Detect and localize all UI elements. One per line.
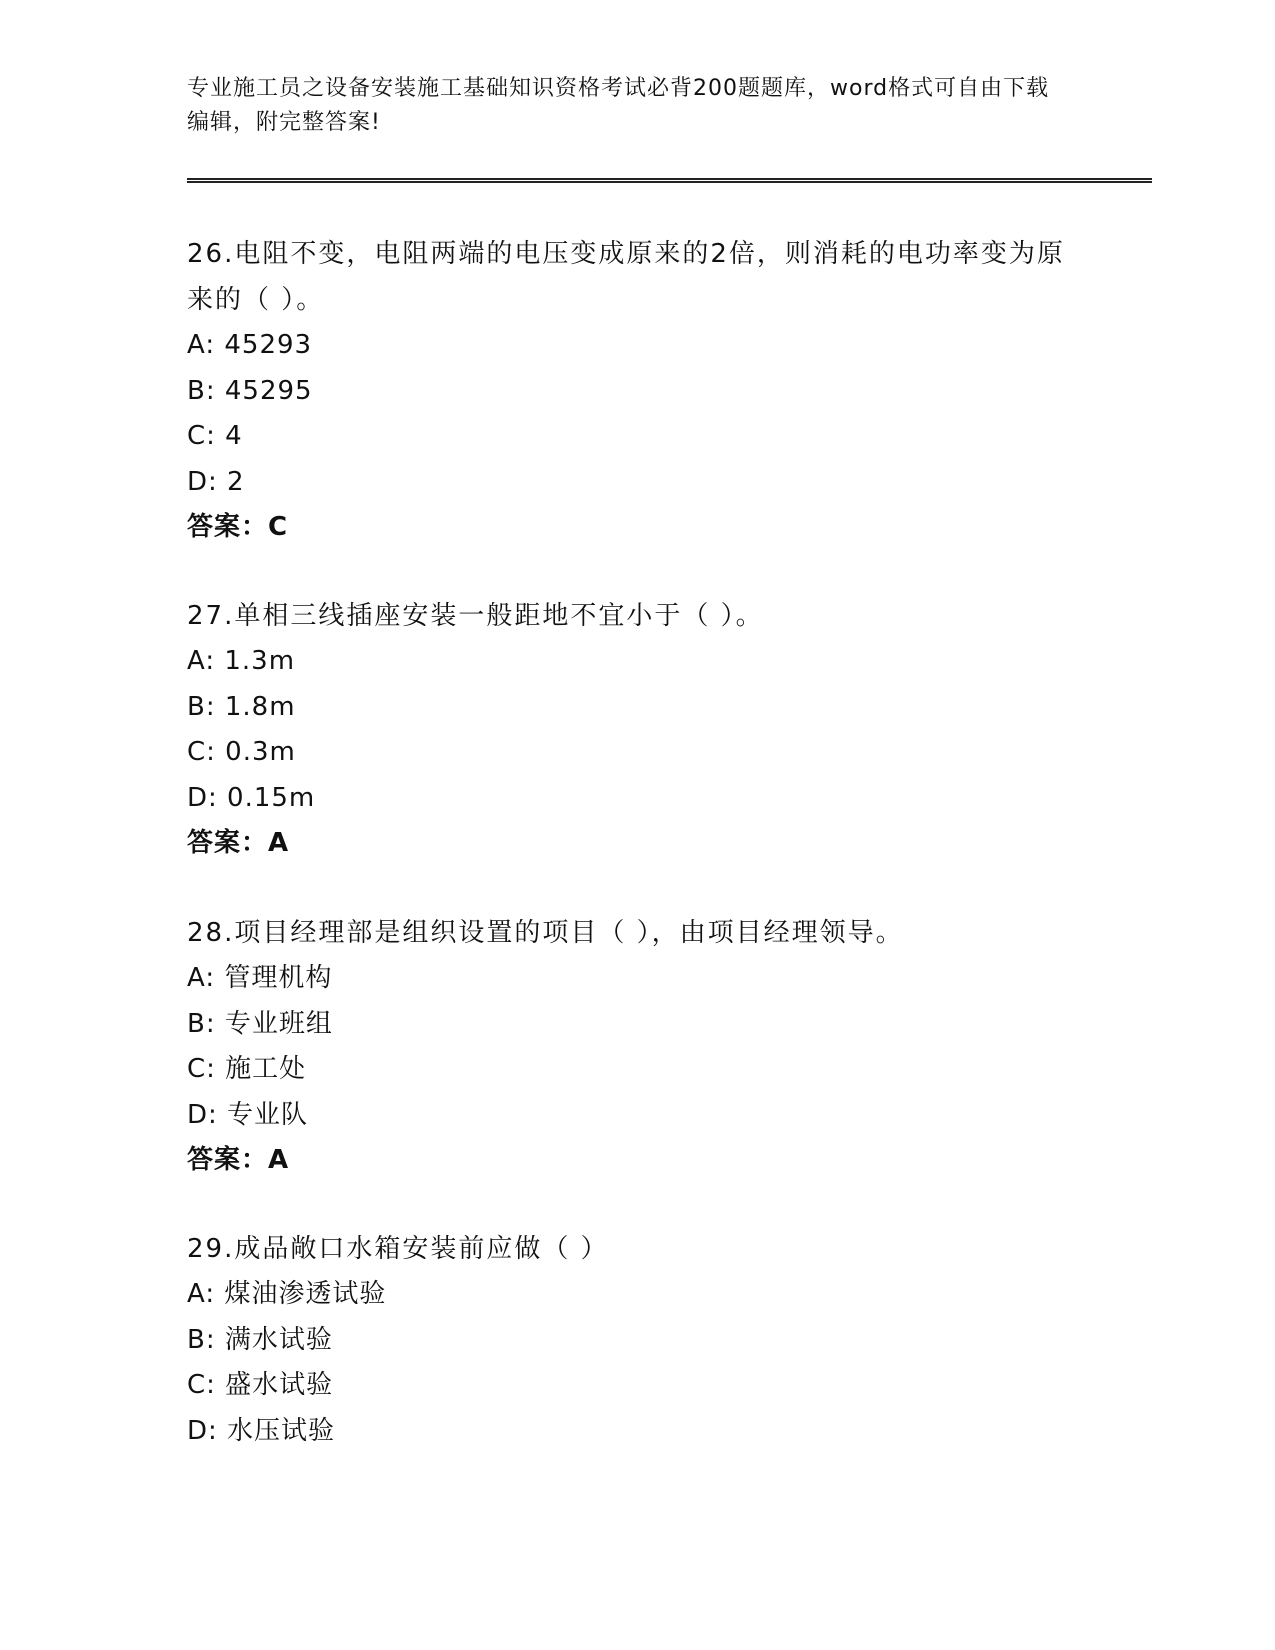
option-b: B: 1.8m	[187, 691, 296, 722]
option-c: C: 盛水试验	[187, 1370, 334, 1400]
answer-line: 答案：A	[187, 828, 290, 858]
question-29	[187, 1226, 1087, 1454]
option-d: D: 专业队	[187, 1099, 309, 1130]
header-divider	[187, 178, 1152, 183]
option-d: D: 水压试验	[187, 1415, 336, 1446]
option-a: A: 煤油渗透试验	[187, 1279, 387, 1309]
option-a: A: 1.3m	[187, 646, 296, 676]
question-stem: 26.电阻不变，电阻两端的电压变成原来的2倍，则消耗的电功率变为原来的（ ）。	[187, 239, 1065, 315]
option-c: C: 0.3m	[187, 737, 296, 767]
answer-line: 答案：C	[187, 512, 289, 542]
option-b: B: 45295	[187, 375, 313, 406]
option-c: C: 施工处	[187, 1054, 307, 1084]
option-a: A: 管理机构	[187, 963, 333, 993]
option-a: A: 45293	[187, 330, 313, 360]
option-c: C: 4	[187, 421, 243, 451]
question-stem: 27.单相三线插座安装一般距地不宜小于（ ）。	[187, 601, 764, 631]
option-d: D: 2	[187, 466, 245, 497]
option-b: B: 专业班组	[187, 1008, 333, 1039]
document-header: 专业施工员之设备安装施工基础知识资格考试必背200题题库，word格式可自由下载编辑，附完整答案!	[187, 76, 1050, 135]
option-b: B: 满水试验	[187, 1324, 333, 1355]
option-d: D: 0.15m	[187, 782, 316, 813]
answer-line: 答案：A	[187, 1145, 290, 1175]
question-stem: 29.成品敞口水箱安装前应做（ ）	[187, 1234, 609, 1264]
question-26	[187, 231, 1087, 550]
question-stem: 28.项目经理部是组织设置的项目（ ），由项目经理领导。	[187, 918, 904, 948]
question-27	[187, 593, 1087, 866]
question-28	[187, 910, 1087, 1183]
